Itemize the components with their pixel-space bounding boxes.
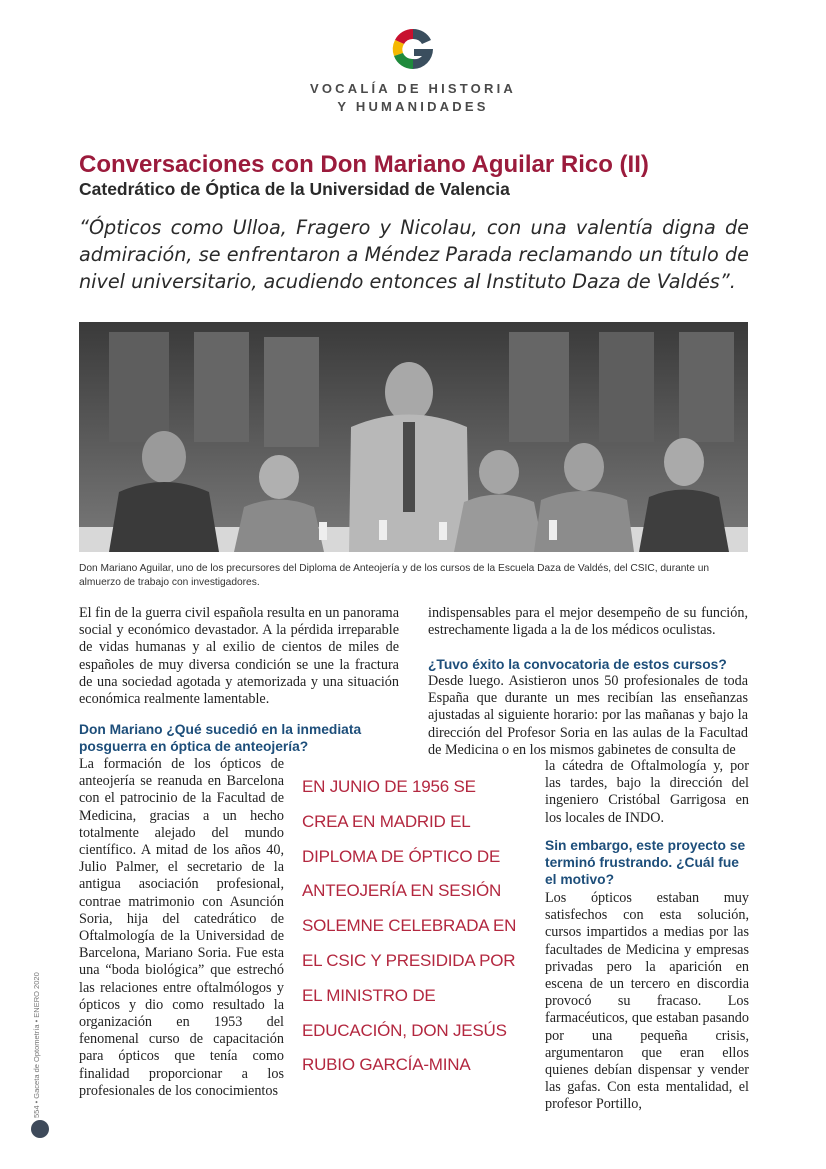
article-title: Conversaciones con Don Mariano Aguilar Rico (II) [79,151,649,178]
section-label-line2: Y HUMANIDADES [337,99,489,114]
interview-question-1: Don Mariano ¿Qué sucedió en la inmediata posguerra en óptica de anteojería? [79,722,362,754]
page-marker-dot [31,1120,49,1138]
interview-question-2: ¿Tuvo éxito la convocatoria de estos cursos? [428,657,727,672]
paragraph-answer-2-cont: la cátedra de Oftalmología y, por las tardes, bajo la dirección del ingeniero Cristóbal Garrigosa en los locales de INDO. [545,758,749,826]
paragraph-answer-1: La formación de los ópticos de anteojería se reanuda en Barcelona con el patrocinio de la Facultad de Medicina, gracias a un hecho totalmente alejado del mundo científico. A mitad de los años 40, Julio Palmer, el secretario de la antigua asociación profesional, contrae matrimonio con Asunción Soria, hija del catedrático de Oftalmología de la Universidad de Barcelona, Mariano Soria. Fue esta una “boda biológica” que estrechó las relaciones entre oftalmólogos y ópticos y dio como resultado la organización en 1953 del fenomenal curso de capacitación para ópticos que tenía como finalidad proporcionar a los profesionales de los conocimientos [79,756,284,1099]
paragraph-answer-3: Los ópticos estaban muy satisfechos con esta solución, cursos impartidos a medias por las facultades de Medicina y empresas privadas pero la aparición en escena de un tercero en discordia provocó su fracaso. Los farmacéuticos, que estaban pasando por una pequeña crisis, argumentaron que eran ellos quienes debían dispensar y vender las gafas. Con esta mentalidad, el profesor Portillo, [545,890,749,1113]
paragraph-intro: El fin de la guerra civil española resulta en un panorama social y económico devastador. A la pérdida irreparable de vidas humanas y al exilio de cientos de miles de españoles de muy diversa condición se une la fractura de una sociedad agotada y atemorizada y una situación económica realmente lamentable. [79,605,399,708]
interview-question-3: Sin embargo, este proyecto se terminó frustrando. ¿Cuál fue el motivo? [545,838,746,887]
article-subtitle: Catedrático de Óptica de la Universidad de Valencia [79,179,510,199]
page-margin-text: 554 • Gaceta de Optometría • ENERO 2020 [32,972,41,1118]
page-margin-info [28,950,48,1120]
photo-illustration [79,322,748,552]
lead-quote: “Ópticos como Ulloa, Fragero y Nicolau, con una valentía digna de admiración, se enfrentaron a Méndez Parada reclamando un título de nivel universitario, acudiendo entonces al Instituto Daza de Valdés”. [79,216,749,293]
paragraph-answer-2: Desde luego. Asistieron unos 50 profesionales de toda España que durante un mes recibían las enseñanzas ajustadas al siguiente horario: por las mañanas y bajo la dirección del Profesor Soria en las aulas de la Facultad de Medicina o en los mismos gabinetes de consulta de [428,673,748,758]
section-label [250,80,576,116]
logo-g-icon [390,26,436,72]
pull-quote: EN JUNIO DE 1956 SE CREA EN MADRID EL DIPLOMA DE ÓPTICO DE ANTEOJERÍA EN SESIÓN SOLEMNE CELEBRADA EN EL CSIC Y PRESIDIDA POR EL MINISTRO DE EDUCACIÓN, DON JESÚS RUBIO GARCÍA-MINA [302,777,517,1075]
historical-photo [79,322,748,552]
paragraph-answer-1-cont: indispensables para el mejor desempeño de su función, estrechamente ligada a la de los médicos oculistas. [428,605,748,639]
photo-caption: Don Mariano Aguilar, uno de los precursores del Diploma de Anteojería y de los cursos de la Escuela Daza de Valdés, del CSIC, durante un almuerzo de trabajo con investigadores. [79,563,710,588]
section-label-line1: VOCALÍA DE HISTORIA [310,81,516,96]
